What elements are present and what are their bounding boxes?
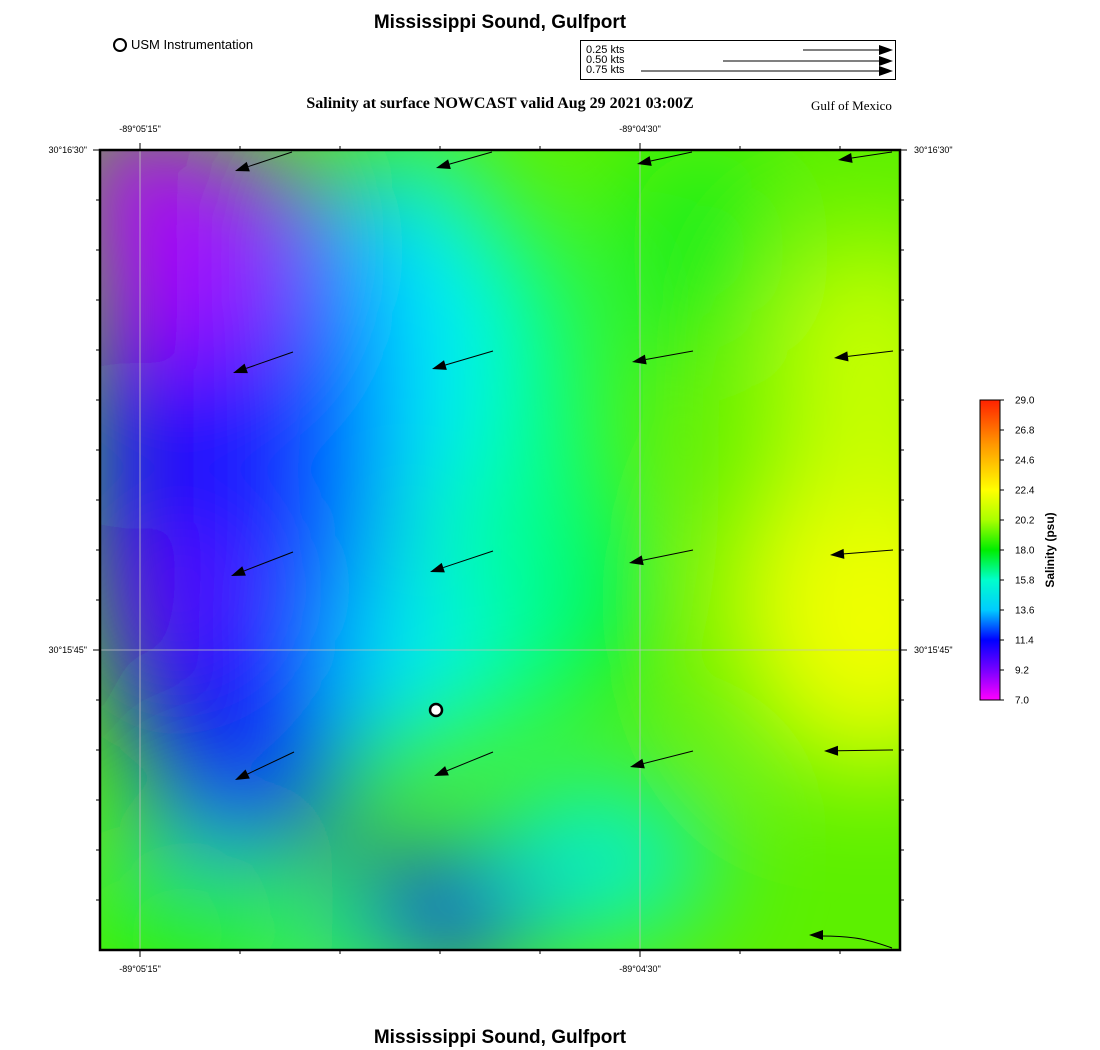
map-title: Mississippi Sound, Gulfport <box>373 12 627 33</box>
speed-label-1: 0.25 kts <box>586 44 625 56</box>
x-top-label-1: -89°05'15" <box>119 124 161 134</box>
colorbar-ramp <box>980 400 1000 700</box>
colorbar-tick-label: 11.4 <box>1015 635 1034 647</box>
x-bottom-label-2: -89°04'30" <box>619 964 661 974</box>
y-left-label-2: 30°15'45" <box>48 645 87 655</box>
y-right-label-1: 30°16'30" <box>914 145 953 155</box>
colorbar-ticks <box>1000 396 1035 707</box>
colorbar-tick-label: 24.6 <box>1015 455 1035 467</box>
speed-label-3: 0.75 kts <box>586 64 625 76</box>
colorbar-tick-label: 22.4 <box>1015 485 1035 497</box>
footer-title: Mississippi Sound, Gulfport <box>373 1027 627 1048</box>
region-label: Gulf of Mexico <box>811 98 892 113</box>
map-subtitle: Salinity at surface NOWCAST valid Aug 29 2021 03:00Z <box>306 95 694 112</box>
speed-label-2: 0.50 kts <box>586 54 625 66</box>
colorbar-tick-label: 13.6 <box>1015 605 1035 617</box>
station-legend-label: USM Instrumentation <box>131 37 254 52</box>
colorbar-tick-label: 15.8 <box>1015 575 1035 587</box>
x-top-label-2: -89°04'30" <box>619 124 661 134</box>
colorbar-tick-label: 9.2 <box>1015 665 1029 677</box>
colorbar-tick-label: 29.0 <box>1015 395 1035 407</box>
y-left-label-1: 30°16'30" <box>48 145 87 155</box>
x-bottom-label-1: -89°05'15" <box>119 964 161 974</box>
colorbar-title: Salinity (psu) <box>1043 512 1057 588</box>
colorbar-tick-label: 18.0 <box>1015 545 1035 557</box>
colorbar-tick-label: 26.8 <box>1015 425 1035 437</box>
salinity-field <box>60 110 1010 1010</box>
salinity-colorbar <box>980 396 1057 707</box>
colorbar-tick-label: 20.2 <box>1015 515 1035 527</box>
station-marker <box>430 704 442 716</box>
colorbar-tick-label: 7.0 <box>1015 695 1029 707</box>
y-right-label-2: 30°15'45" <box>914 645 953 655</box>
